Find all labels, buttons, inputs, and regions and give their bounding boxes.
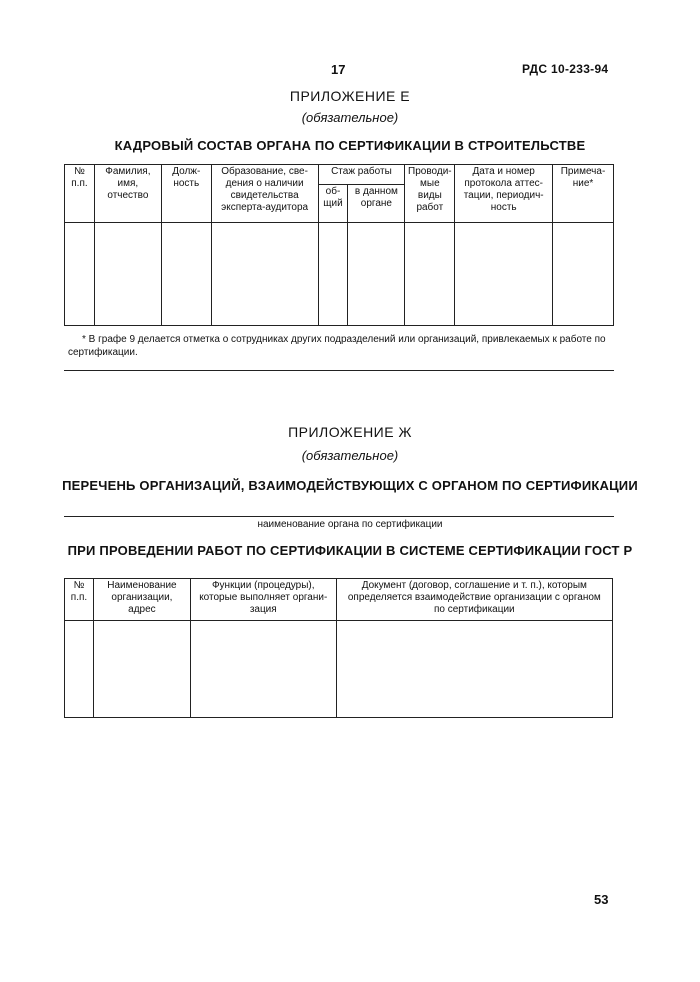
col-header-work-types: Проводи- мые виды работ <box>405 165 455 223</box>
appendix-e-footnote: * В графе 9 делается отметка о сотрудниках других подразделений или организаций, привлекаемых к работе по сертификации. <box>68 334 606 358</box>
appendix-zh-heading: ПЕРЕЧЕНЬ ОРГАНИЗАЦИЙ, ВЗАИМОДЕЙСТВУЮЩИХ С ОРГАНОМ ПО СЕРТИФИКАЦИИ <box>62 478 638 493</box>
col-header-num: № п.п. <box>65 165 95 223</box>
col-header-experience-org: в данном органе <box>348 185 405 223</box>
page-number-bottom: 53 <box>594 892 609 907</box>
table-row <box>65 223 614 326</box>
col-header-functions: Функции (процедуры), которые выполняет органи- зация <box>190 579 336 621</box>
col-header-note: Примеча- ние* <box>553 165 614 223</box>
appendix-zh-title: ПРИЛОЖЕНИЕ Ж <box>288 424 412 440</box>
appendix-zh-subheading: ПРИ ПРОВЕДЕНИИ РАБОТ ПО СЕРТИФИКАЦИИ В СИСТЕМЕ СЕРТИФИКАЦИИ ГОСТ Р <box>67 543 633 558</box>
organ-name-line <box>64 516 614 517</box>
appendix-e-title: ПРИЛОЖЕНИЕ Е <box>289 88 411 104</box>
col-header-education: Образование, све- дения о наличии свидетельства эксперта-аудитора <box>211 165 318 223</box>
staff-table <box>64 164 614 326</box>
footnote-bottom-line <box>64 370 614 371</box>
col-header-org-name: Наименование организации, адрес <box>93 579 190 621</box>
page-number-top: 17 <box>331 62 346 77</box>
col-header-document: Документ (договор, соглашение и т. п.), которым определяется взаимодействие организации с органом по сертификации <box>336 579 612 621</box>
document-code: РДС 10-233-94 <box>522 62 609 76</box>
col-header-position: Долж- ность <box>161 165 211 223</box>
appendix-zh-status: (обязательное) <box>301 448 399 463</box>
col-header-experience-total: об- щий <box>318 185 348 223</box>
col-header-protocol: Дата и номер протокола аттес- тации, периодич- ность <box>455 165 553 223</box>
organizations-table <box>64 578 613 718</box>
col-header-num: № п.п. <box>65 579 94 621</box>
appendix-e-status: (обязательное) <box>301 110 399 125</box>
col-header-name: Фамилия, имя, отчество <box>94 165 161 223</box>
table-row <box>65 621 613 718</box>
col-header-experience: Стаж работы <box>318 165 405 185</box>
appendix-e-heading: КАДРОВЫЙ СОСТАВ ОРГАНА ПО СЕРТИФИКАЦИИ В СТРОИТЕЛЬСТВЕ <box>114 138 586 153</box>
organ-name-caption: наименование органа по сертификации <box>257 519 443 530</box>
